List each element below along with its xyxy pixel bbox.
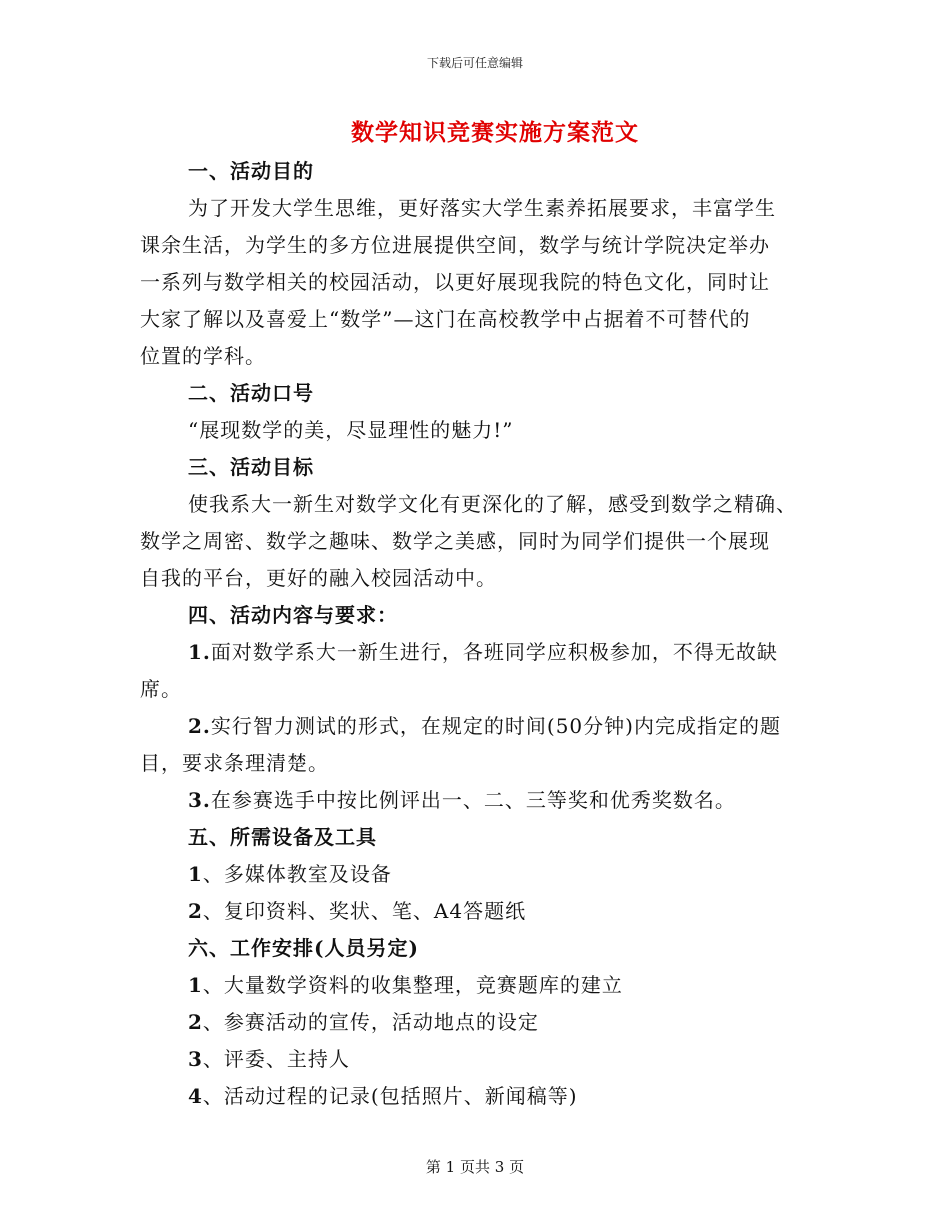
text-line: 自我的平台，更好的融入校园活动中。 [140, 566, 497, 590]
list-number: 1. [188, 640, 211, 664]
list-text: 、活动过程的记录(包括照片、新闻稿等) [202, 1084, 578, 1108]
text-line: 大家了解以及喜爱上“数学”—这门在高校教学中占据着不可替代的 [140, 307, 751, 331]
document-body [140, 153, 810, 1115]
list-item [140, 708, 810, 782]
list-number: 2 [188, 1010, 203, 1034]
section-heading-equipment: 五、所需设备及工具 [188, 825, 377, 849]
list-item [188, 967, 810, 1004]
text-line: 使我系大一新生对数学文化有更深化的了解，感受到数学之精确、 [188, 492, 797, 516]
list-item [188, 893, 810, 930]
list-item [188, 856, 810, 893]
list-number: 3 [188, 1047, 203, 1071]
list-number: 2 [188, 899, 203, 923]
section-heading-purpose: 一、活动目的 [188, 159, 314, 183]
list-text: 实行智力测试的形式，在规定的时间(50分钟)内完成指定的题 [210, 714, 781, 738]
text-line: 位置的学科。 [140, 344, 266, 368]
list-text: 、大量数学资料的收集整理，竞赛题库的建立 [202, 973, 623, 997]
list-number: 1 [188, 862, 203, 886]
list-text: 、复印资料、奖状、笔、A4答题纸 [202, 899, 527, 923]
text-line: 为了开发大学生思维，更好落实大学生素养拓展要求，丰富学生 [188, 196, 776, 220]
text-line: 席。 [140, 677, 182, 701]
list-text: 、评委、主持人 [202, 1047, 350, 1071]
list-text: 面对数学系大一新生进行，各班同学应积极参加，不得无故缺 [210, 640, 778, 664]
text-line: 一系列与数学相关的校园活动，以更好展现我院的特色文化，同时让 [140, 270, 770, 294]
section-heading-content: 四、活动内容与要求： [188, 603, 398, 627]
list-number: 3. [188, 788, 211, 812]
section-heading-arrangement: 六、工作安排(人员另定) [188, 936, 419, 960]
slogan-text: “展现数学的美，尽显理性的魅力!” [188, 418, 514, 442]
section-heading-goal: 三、活动目标 [188, 455, 314, 479]
document-title: 数学知识竞赛实施方案范文 [351, 119, 639, 146]
list-number: 4 [188, 1084, 203, 1108]
list-text: 、多媒体教室及设备 [202, 862, 392, 886]
paragraph-goal [140, 486, 810, 597]
list-item [188, 1041, 810, 1078]
list-number: 2. [188, 714, 211, 738]
text-line: 课余生活，为学生的多方位进展提供空间，数学与统计学院决定举办 [140, 233, 770, 257]
section-heading-slogan: 二、活动口号 [188, 381, 314, 405]
list-text: 、参赛活动的宣传，活动地点的设定 [202, 1010, 539, 1034]
paragraph-purpose [140, 190, 810, 375]
list-text: 在参赛选手中按比例评出一、二、三等奖和优秀奖数名。 [210, 788, 736, 812]
list-item [188, 1004, 810, 1041]
text-line: 数学之周密、数学之趣味、数学之美感，同时为同学们提供一个展现 [140, 529, 770, 553]
list-item [188, 782, 810, 819]
list-item [188, 1078, 810, 1115]
list-number: 1 [188, 973, 203, 997]
text-line: 目，要求条理清楚。 [140, 751, 329, 775]
page-footer: 第 1 页共 3 页 [425, 1158, 525, 1176]
list-item [140, 634, 810, 708]
page-header: 下载后可任意编辑 [426, 56, 523, 70]
